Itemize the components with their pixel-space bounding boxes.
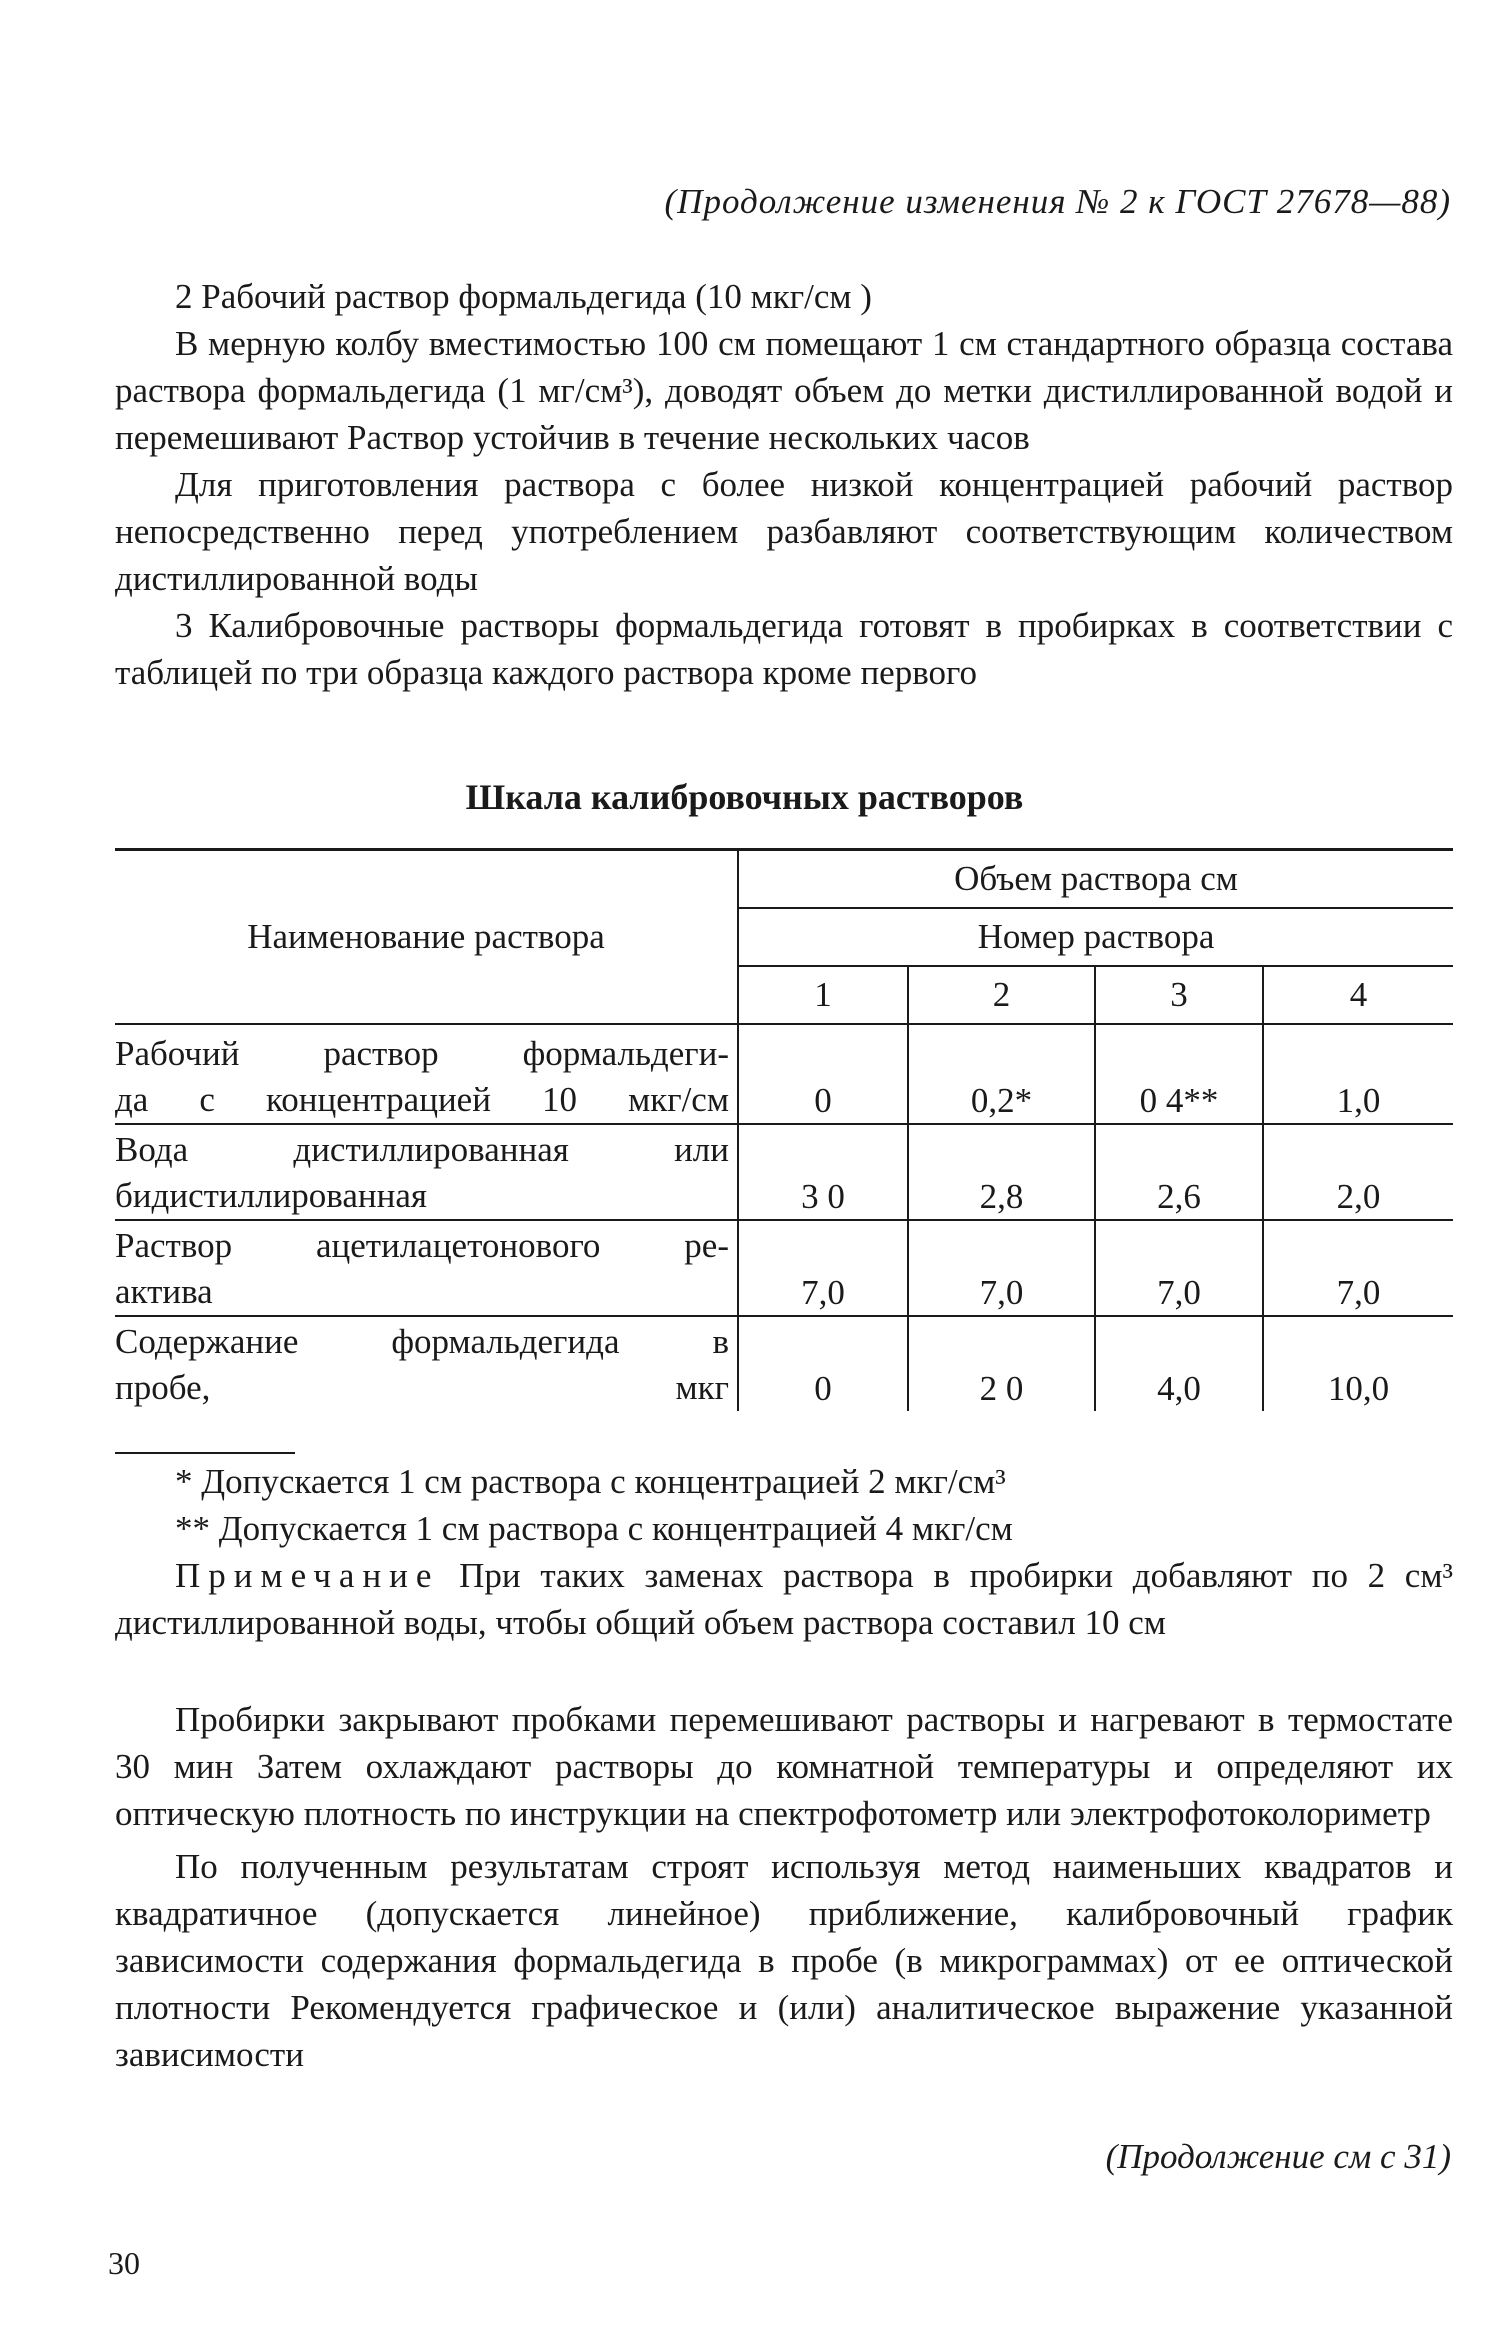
paragraph-calibration-graph: По полученным результатам строят используя метод наименьших квадратов и квадратичное (допускается линейное) приближение, калибровочный график зависимости содержания формальдегида в пробе (в микрограммах) от ее оптической плотности Рекомендуется графическое и (или) аналитическое выражение указанной зависимости: [115, 1847, 1453, 2074]
column-header-number: Номер раствора: [738, 908, 1453, 966]
table-row: [115, 1220, 1453, 1316]
table-cell: 1,0: [1263, 1024, 1453, 1124]
table-cell: 7,0: [1095, 1220, 1263, 1316]
row-label: Содержание формальдегида в пробе, мкг: [115, 1322, 729, 1407]
table-cell: 2,6: [1095, 1124, 1263, 1220]
main-text: [115, 1696, 1453, 2084]
continuation-footer: (Продолжение см с 31): [1105, 2137, 1451, 2176]
table-cell: 10,0: [1263, 1316, 1453, 1411]
solution-number: 4: [1263, 966, 1453, 1024]
solution-number: 1: [738, 966, 908, 1024]
table-cell: 0: [738, 1024, 908, 1124]
footnote-2: ** Допускается 1 см раствора с концентрацией 4 мкг/см: [175, 1509, 1013, 1548]
footnotes: [115, 1458, 1453, 1646]
table-cell: 2,0: [1263, 1124, 1453, 1220]
table-cell: 7,0: [1263, 1220, 1453, 1316]
section-2: [115, 273, 1453, 696]
row-label: Раствор ацетилацетонового ре- актива: [115, 1220, 738, 1316]
table-cell: 7,0: [908, 1220, 1095, 1316]
table-cell: 0 4**: [1095, 1024, 1263, 1124]
continuation-header: (Продолжение изменения № 2 к ГОСТ 27678—88): [664, 182, 1451, 221]
table-cell: 2 0: [908, 1316, 1095, 1411]
footnote-1: * Допускается 1 см раствора с концентрацией 2 мкг/см³: [175, 1462, 1006, 1501]
note-label: Примечание: [175, 1556, 440, 1595]
table-cell: 4,0: [1095, 1316, 1263, 1411]
table-cell: 7,0: [738, 1220, 908, 1316]
section-2-heading: 2 Рабочий раствор формальдегида (10 мкг/см ): [175, 277, 872, 316]
table-cell: 2,8: [908, 1124, 1095, 1220]
calibration-table: [115, 848, 1453, 1411]
row-label: Рабочий раствор формальдеги- да с концентрацией 10 мкг/см: [115, 1024, 738, 1124]
page-number: 30: [108, 2245, 140, 2281]
table-row: [115, 1316, 1453, 1411]
footnote-divider: [115, 1452, 295, 1454]
note: [115, 1552, 1453, 1646]
section-2-paragraph-2: Для приготовления раствора с более низкой концентрацией рабочий раствор непосредственно перед употреблением разбавляют соответствующим количеством дистиллированной воды: [115, 465, 1453, 598]
note-text: При таких заменах раствора в пробирки добавляют по 2 см³ дистиллированной воды, чтобы общий объем раствора составил 10 см: [115, 1556, 1453, 1642]
paragraph-heating: Пробирки закрывают пробками перемешивают растворы и нагревают в термостате 30 мин Затем охлаждают растворы до комнатной температуры и определяют их оптическую плотность по инструкции на спектрофотометр или электрофотоколориметр: [115, 1700, 1453, 1833]
table-title: Шкала калибровочных растворов: [465, 777, 1024, 817]
row-label: Вода дистиллированная или бидистиллированная: [115, 1124, 738, 1220]
section-3-paragraph: 3 Калибровочные растворы формальдегида готовят в пробирках в соответствии с таблицей по три образца каждого раствора кроме первого: [115, 606, 1453, 692]
table-cell: 3 0: [738, 1124, 908, 1220]
table-cell: 0,2*: [908, 1024, 1095, 1124]
column-header-name: Наименование раствора: [115, 850, 738, 1025]
column-header-volume: Объем раствора см: [738, 850, 1453, 909]
solution-number: 3: [1095, 966, 1263, 1024]
table-cell: 0: [738, 1316, 908, 1411]
table-row: [115, 1024, 1453, 1124]
section-2-paragraph-1: В мерную колбу вместимостью 100 см помещают 1 см стандартного образца состава раствора формальдегида (1 мг/см³), доводят объем до метки дистиллированной водой и перемешивают Раствор устойчив в течение нескольких часов: [115, 324, 1453, 457]
table-row: [115, 1124, 1453, 1220]
solution-number: 2: [908, 966, 1095, 1024]
